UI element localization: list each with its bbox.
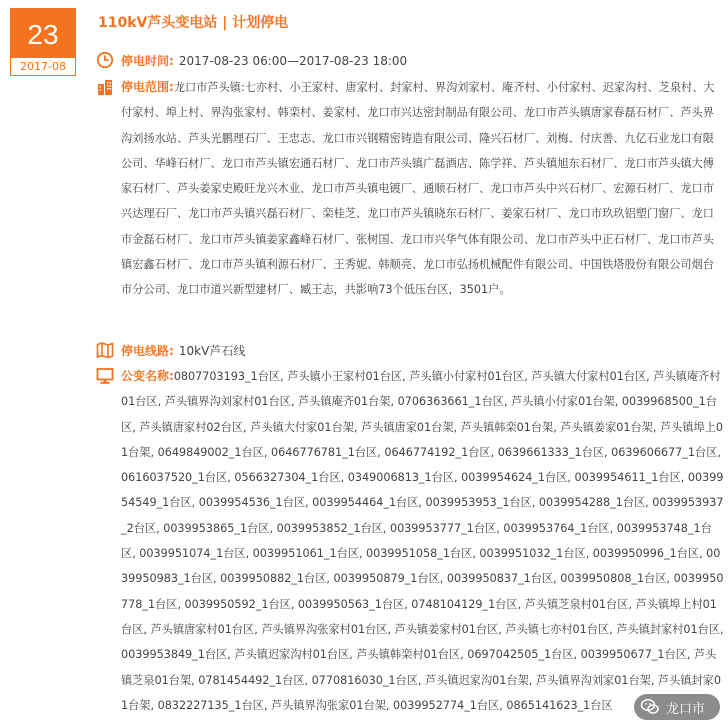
outage-time-row bbox=[96, 48, 728, 72]
date-month: 2017-08 bbox=[10, 58, 76, 76]
monitor-icon bbox=[96, 367, 114, 385]
wechat-logo-icon bbox=[640, 697, 660, 717]
building-icon bbox=[96, 78, 114, 96]
watermark bbox=[634, 694, 720, 720]
transformer-label: 公变名称: bbox=[121, 369, 174, 383]
date-day: 23 bbox=[10, 8, 76, 58]
outage-line-row bbox=[96, 338, 728, 362]
page-title[interactable]: 110kV芦头变电站 | 计划停电 bbox=[98, 15, 289, 31]
outage-time-value: 2017-08-23 06:00—2017-08-23 18:00 bbox=[178, 54, 408, 68]
date-badge bbox=[10, 8, 76, 78]
transformer-text bbox=[121, 364, 724, 718]
map-icon bbox=[96, 341, 114, 359]
outage-time-label: 停电时间: bbox=[121, 54, 174, 68]
outage-scope-label: 停电范围: bbox=[121, 80, 174, 94]
outage-line-label: 停电线路: bbox=[121, 344, 174, 358]
watermark-text: 龙口市 bbox=[666, 701, 706, 717]
outage-scope-text bbox=[121, 75, 724, 303]
transformer-value: 0807703193_1台区, 芦头镇小王家村01台区, 芦头镇小付家村01台区, 芦头镇大付家村01台区, 芦头镇庵齐村01台区, 芦头镇界沟刘家村01台区, 芦头镇庵齐01台架, 0706363661_1台区, 芦头镇小付家01台架, 0039968500_1台区, 芦头镇唐家村02台区, 芦头镇大付家01台架, 芦头镇唐家01台架, 芦头镇韩栾01台架, 芦头镇姜家01台架, 芦头镇埠上01台架, 0649849002_1台区, 0646776781_1台区, 0646774192_1台区, 0639661333_1台区, 0639606677_1台区, 0616037520_1台区, 0566327304_1台区, 0349006813_1台区, 0039954624_1台区, 0039954611_1台区, 0039954549_1台区, 0039954536_1台区, 0039954464_1台区, 0039953953_1台区, 0039954288_1台区, 0039953937_2台区, 0039953865_1台区, 0039953852_1台区, 0039953777_1台区, 0039953764_1台区, 0039953748_1台区, 0039951074_1台区, 0039951061_1台区, 0039951058_1台区, 0039951032_1台区, 0039950996_1台区, 0039950983_1台区, 0039950882_1台区, 0039950879_1台区, 0039950837_1台区, 0039950808_1台区, 0039950778_1台区, 0039950592_1台区, 0039950563_1台区, 0748104129_1台区, 芦头镇芝泉村01台区, 芦头镇埠上村01台区, 芦头镇唐家村01台区, 芦头镇界沟张家村01台区, 芦头镇姜家村01台区, 芦头镇七亦村01台区, 芦头镇封家村01台区, 0039953849_1台区, 芦头镇迟家沟村01台区, 芦头镇韩栾村01台区, 0697042505_1台区, 0039950677_1台区, 芦头镇芝泉01台架, 0781454492_1台区, 0770816030_1台区, 芦头镇迟家沟01台架, 芦头镇界沟刘家01台架, 芦头镇封家01台架, 0832227135_1台区, 芦头镇界沟张家01台架, 0039952774_1台区, 0865141623_1台区 bbox=[121, 370, 724, 712]
outage-scope-value: 龙口市芦头镇:七亦村、小王家村、唐家村、封家村、界沟刘家村、庵齐村、小付家村、迟家沟村、芝泉村、大付家村、埠上村、界沟张家村、韩栾村、姜家村、龙口市兴达密封制品有限公司、龙口市芦头镇唐家春磊石材厂、芦头界沟刘扬水站、芦头光鹏理石厂、王忠志、龙口市兴钢精密铸造有限公司、隆兴石材厂、刘梅、付庆善、九亿石业龙口有限公司、华峰石材厂、龙口市芦头镇宏通石材厂、龙口市芦头镇广磊酒店、陈学祥、芦头镇旭东石材厂、龙口市芦头镇大傅家石材厂、芦头姜家史殿旺龙兴木业、龙口市芦头镇电镀厂、通顺石材厂、龙口市芦头中兴石材厂、宏源石材厂、龙口市兴达理石厂、龙口市芦头镇兴磊石材厂、栾桂芝、龙口市芦头镇晓东石材厂、姜家石材厂、龙口市玖玖铝塑门窗厂、龙口市金磊石材厂、龙口市芦头镇姜家鑫峰石材厂、张树国、龙口市兴华气体有限公司、龙口市芦头中正石材厂、龙口市芦头镇宏鑫石材厂、龙口市芦头镇利源石材厂、王秀妮、韩顺亮、龙口市弘扬机械配件有限公司、中国铁塔股份有限公司烟台市分公司、龙口市道兴新型建材厂、臧王志，共影响73个低压台区，3501户。 bbox=[121, 81, 715, 297]
clock-icon bbox=[96, 51, 114, 69]
outage-line-value: 10kV芦石线 bbox=[178, 344, 246, 358]
